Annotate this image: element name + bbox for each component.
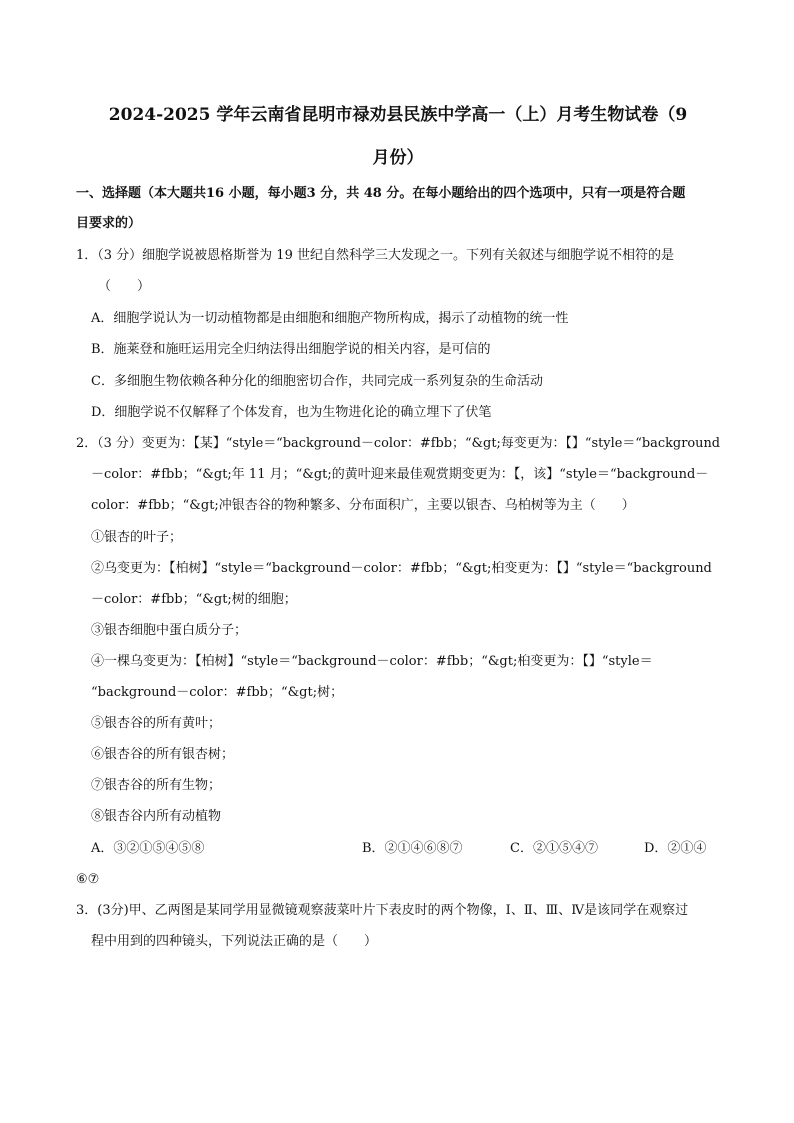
question-2-item-1: ①银杏的叶子； — [91, 530, 183, 545]
question-3-stem-line-1: 3．(3分)甲、乙两图是某同学用显微镜观察菠菜叶片下表皮时的两个物像，Ⅰ、Ⅱ、Ⅲ、Ⅳ是该同学在观察过 — [76, 903, 689, 918]
question-1-option-b: B．施莱登和施旺运用完全归纳法得出细胞学说的相关内容，是可信的 — [91, 342, 491, 357]
question-2-option-a: A．③②①⑤④⑤⑧ — [91, 841, 205, 856]
exam-title-line-1: 2024-2025 学年云南省昆明市禄劝县民族中学高一（上）月考生物试卷（9 — [108, 105, 688, 125]
question-1-option-d: D．细胞学说不仅解释了个体发育，也为生物进化论的确立埋下了伏笔 — [91, 405, 492, 420]
question-2-item-4: ④一棵乌变更为：【柏树】“style＝“background－color：#fbb；“&gt;桕变更为：【】“style＝ — [91, 654, 653, 669]
question-2-item-6: ⑥银杏谷的所有银杏树； — [91, 747, 235, 762]
question-2-option-b: B．②①④⑥⑧⑦ — [362, 841, 463, 856]
question-2-stem-line-2: －color：#fbb；“&gt;年 11 月；“&gt;的黄叶迎来最佳观赏期变更为：【，该】“style＝“background－ — [91, 467, 709, 482]
section-heading-line-2: 目要求的） — [76, 216, 142, 231]
question-2-item-5: ⑤银杏谷的所有黄叶； — [91, 716, 222, 731]
question-2-stem-line-3: color：#fbb；“&gt;冲银杏谷的物种繁多、分布面积广，主要以银杏、乌柏树等为主（ ） — [91, 498, 635, 513]
question-2-item-2: ②乌变更为：【柏树】“style＝“background－color：#fbb；“&gt;桕变更为：【】“style＝“background — [91, 561, 712, 576]
question-2-option-c: C．②①⑤④⑦ — [510, 841, 598, 856]
question-3-stem-line-2: 程中用到的四种镜头，下列说法正确的是（ ） — [91, 934, 378, 949]
question-2-item-8: ⑧银杏谷内所有动植物 — [91, 809, 222, 824]
question-2-item-7: ⑦银杏谷的所有生物； — [91, 778, 222, 793]
question-2-item-3: ③银杏细胞中蛋白质分子； — [91, 623, 248, 638]
question-2-option-d: D．②①④ — [644, 841, 707, 856]
question-2-option-d-cont: ⑥⑦ — [76, 872, 100, 887]
section-heading-line-1: 一、选择题（本大题共16 小题，每小题3 分，共 48 分。在每小题给出的四个选项中，只有一项是符合题 — [76, 186, 686, 201]
question-1-option-c: C．多细胞生物依赖各种分化的细胞密切合作，共同完成一系列复杂的生命活动 — [91, 374, 543, 389]
question-2-stem-line-1: 2．（3 分）变更为：【某】“style＝“background－color：#fbb；“&gt;每变更为：【】“style＝“background — [76, 436, 721, 451]
question-1-stem-bracket: （ ） — [98, 279, 151, 294]
section-heading — [76, 185, 718, 203]
question-2-item-2-cont: －color：#fbb；“&gt;树的细胞； — [91, 592, 297, 607]
question-1-stem: 1．（3 分）细胞学说被恩格斯誉为 19 世纪自然科学三大发现之一。下列有关叙述与细胞学说不相符的是 — [76, 248, 674, 263]
question-2-item-4-cont: “background－color：#fbb；“&gt;树； — [91, 685, 344, 700]
question-1-option-a: A．细胞学说认为一切动植物都是由细胞和细胞产物所构成，揭示了动植物的统一性 — [91, 311, 569, 326]
exam-title-line-2: 月份） — [372, 148, 424, 168]
